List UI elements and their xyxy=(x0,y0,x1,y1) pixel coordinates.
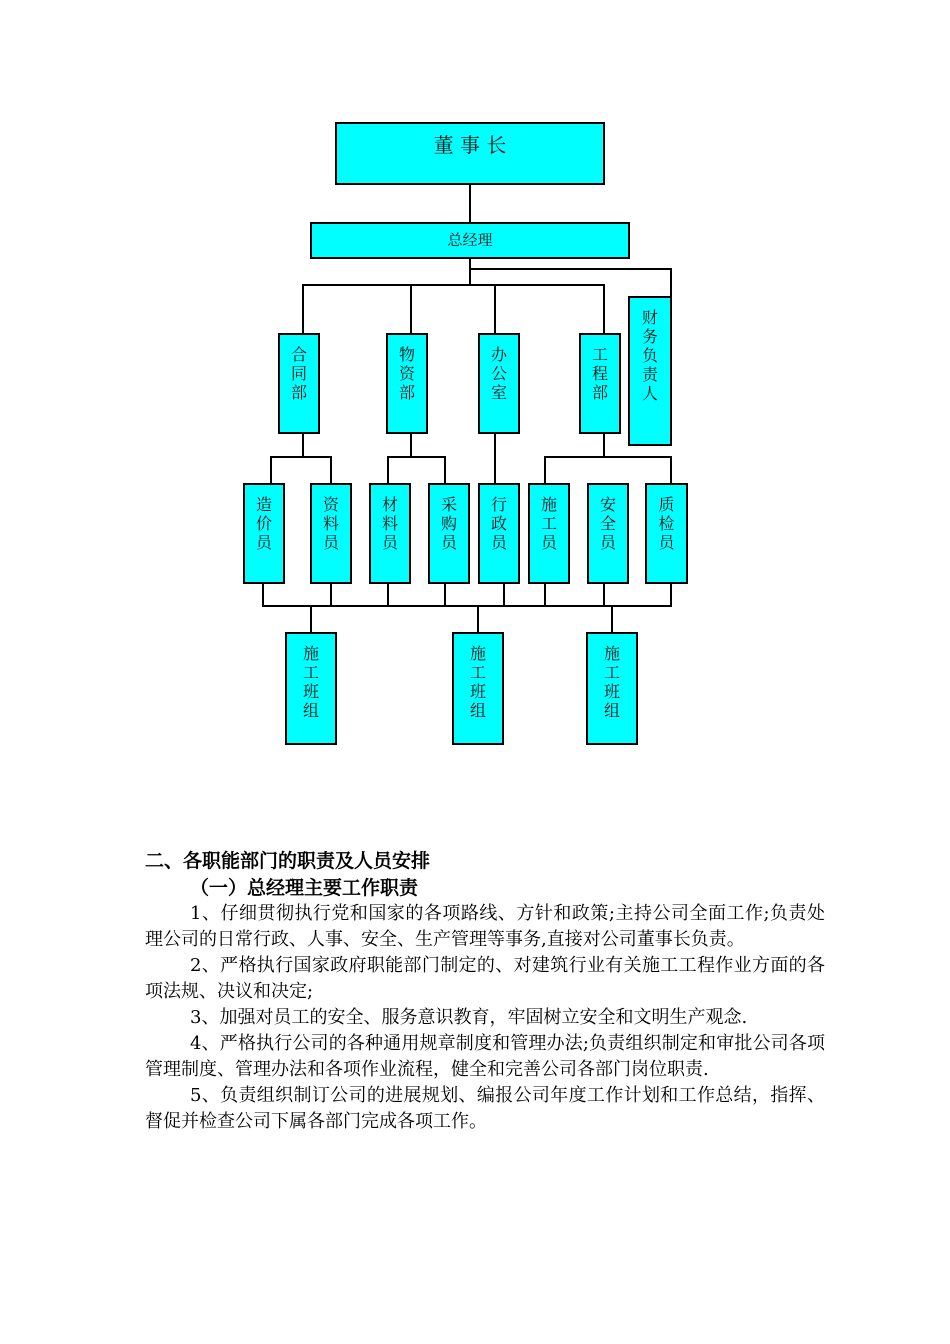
general-manager-label: 总经理 xyxy=(447,231,493,249)
staff-label: 行 政 员 xyxy=(490,495,507,552)
connector-line xyxy=(302,284,304,334)
paragraph: 2、严格执行国家政府职能部门制定的、对建筑行业有关施工工程作业方面的各项法规、决议和决定; xyxy=(145,955,825,1002)
department-label: 工 程 部 xyxy=(591,345,608,402)
connector-line xyxy=(410,433,412,457)
team-label: 施 工 班 组 xyxy=(469,644,486,720)
connector-line xyxy=(387,456,389,484)
connector-line xyxy=(302,284,605,286)
connector-line xyxy=(670,456,672,484)
connector-line xyxy=(310,605,312,633)
paragraph: 4、严格执行公司的各种通用规章制度和管理办法;负责组织制定和审批公司各项管理制度、管理办法和各项作业流程，健全和完善公司各部门岗位职责. xyxy=(145,1033,825,1080)
staff-box xyxy=(310,483,352,584)
connector-line xyxy=(469,184,471,223)
connector-line xyxy=(469,258,471,285)
paragraph: 3、加强对员工的安全、服务意识教育，牢固树立安全和文明生产观念. xyxy=(190,1007,748,1028)
connector-line xyxy=(670,583,672,607)
connector-line xyxy=(477,605,479,633)
connector-line xyxy=(410,284,412,334)
connector-line xyxy=(387,583,389,607)
staff-box xyxy=(645,483,688,584)
staff-box xyxy=(428,483,470,584)
connector-line xyxy=(330,583,332,607)
connector-line xyxy=(444,456,446,484)
staff-label: 安 全 员 xyxy=(599,495,616,552)
team-box xyxy=(452,632,504,745)
connector-line xyxy=(262,583,264,607)
staff-label: 质 检 员 xyxy=(658,495,675,552)
department-label: 合 同 部 xyxy=(290,345,307,402)
staff-box xyxy=(528,483,570,584)
connector-line xyxy=(494,284,496,334)
general-manager-box xyxy=(310,222,630,259)
connector-line xyxy=(503,583,505,607)
connector-line xyxy=(603,284,605,334)
staff-label: 施 工 员 xyxy=(540,495,557,552)
connector-line xyxy=(270,456,272,484)
finance-label: 财 务 负 责 人 xyxy=(641,308,658,403)
chairman-label: 董 事 长 xyxy=(433,133,507,157)
team-box xyxy=(285,632,337,745)
connector-line xyxy=(387,456,446,458)
finance-box xyxy=(628,296,672,446)
paragraph: 1、仔细贯彻执行党和国家的各项路线、方针和政策;主持公司全面工作;负责处理公司的日常行政、人事、安全、生产管理等事务,直接对公司董事长负责。 xyxy=(145,903,825,950)
team-box xyxy=(586,632,638,745)
connector-line xyxy=(603,583,605,607)
paragraph: 5、负责组织制订公司的进展规划、编报公司年度工作计划和工作总结，指挥、督促并检查公司下属各部门完成各项工作。 xyxy=(145,1085,825,1132)
connector-line xyxy=(544,583,546,607)
connector-line xyxy=(444,583,446,607)
staff-label: 造 价 员 xyxy=(255,495,272,552)
department-label: 物 资 部 xyxy=(398,345,415,402)
staff-box xyxy=(369,483,411,584)
connector-line xyxy=(544,456,546,484)
department-box xyxy=(278,333,320,434)
connector-line xyxy=(270,456,332,458)
subsection-title: （一）总经理主要工作职责 xyxy=(190,877,419,899)
staff-label: 采 购 员 xyxy=(440,495,457,552)
staff-box xyxy=(587,483,629,584)
connector-line xyxy=(670,268,672,298)
connector-line xyxy=(603,433,605,457)
team-label: 施 工 班 组 xyxy=(302,644,319,720)
department-box xyxy=(386,333,428,434)
connector-line xyxy=(611,605,613,633)
team-label: 施 工 班 组 xyxy=(603,644,620,720)
staff-label: 材 料 员 xyxy=(381,495,398,552)
connector-line xyxy=(544,456,672,458)
section-title: 二、各职能部门的职责及人员安排 xyxy=(145,850,431,872)
staff-box xyxy=(478,483,520,584)
document-body xyxy=(145,848,825,1135)
department-label: 办 公 室 xyxy=(490,345,507,402)
connector-line xyxy=(302,433,304,457)
chairman-box xyxy=(335,122,605,185)
connector-line xyxy=(470,268,671,270)
connector-line xyxy=(494,433,496,484)
staff-label: 资 料 员 xyxy=(322,495,339,552)
staff-box xyxy=(243,483,285,584)
department-box xyxy=(579,333,621,434)
connector-line xyxy=(330,456,332,484)
department-box xyxy=(478,333,520,434)
